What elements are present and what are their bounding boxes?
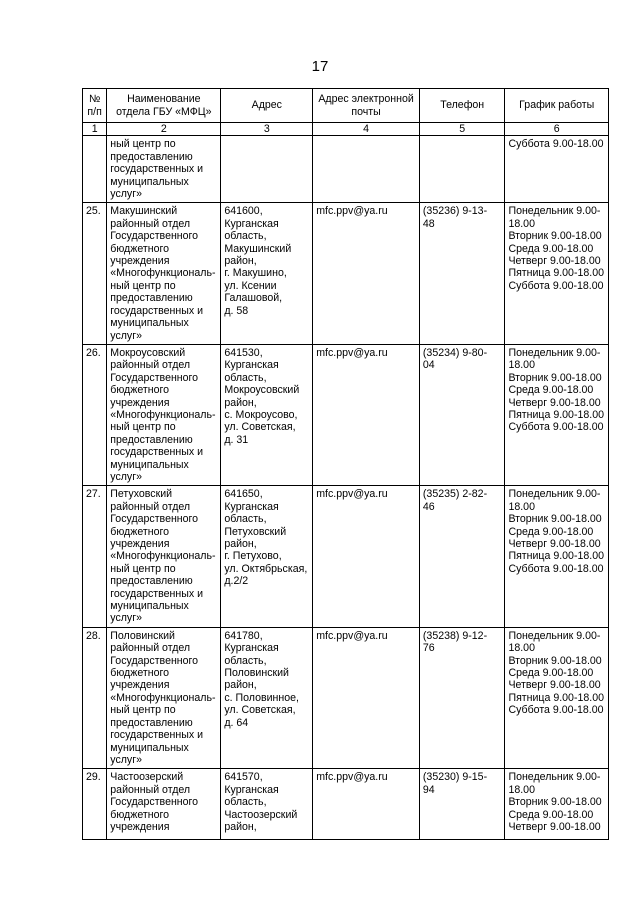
- table-row: [83, 344, 609, 485]
- cell-no: 28.: [83, 627, 107, 768]
- table-row: [83, 627, 609, 768]
- cell-name: ный центр по предоставлению государственных и муниципальных услуг»: [107, 136, 221, 203]
- cell-email: mfc.ppv@ya.ru: [313, 769, 420, 840]
- header-address: Адрес: [221, 89, 313, 123]
- column-number: 3: [221, 123, 313, 136]
- cell-name: Половинский районный отдел Государственного бюджетного учреждения «Многофункциональ- ный центр по предоставлению государственных и муниципальных услуг»: [107, 627, 221, 768]
- cell-phone: [419, 136, 505, 203]
- table-header-row: [83, 89, 609, 123]
- column-number-row: [83, 123, 609, 136]
- column-number: 5: [419, 123, 505, 136]
- cell-email: mfc.ppv@ya.ru: [313, 203, 420, 344]
- cell-email: mfc.ppv@ya.ru: [313, 486, 420, 627]
- departments-table: [82, 88, 609, 840]
- cell-name: Частоозерский районный отдел Государственного бюджетного учреждения: [107, 769, 221, 840]
- cell-address: 641600, Курганская область, Макушинский район, г. Макушино, ул. Ксении Галашовой, д. 58: [221, 203, 313, 344]
- cell-phone: (35236) 9-13- 48: [419, 203, 505, 344]
- table-row: [83, 486, 609, 627]
- cell-schedule: Понедельник 9.00- 18.00 Вторник 9.00-18.00 Среда 9.00-18.00 Четверг 9.00-18.00 Пятница 9.00-18.00 Суббота 9.00-18.00: [505, 203, 609, 344]
- page-number: 17: [311, 58, 329, 75]
- cell-no: 29.: [83, 769, 107, 840]
- cell-phone: (35234) 9-80- 04: [419, 344, 505, 485]
- cell-no: 27.: [83, 486, 107, 627]
- cell-schedule: Понедельник 9.00- 18.00 Вторник 9.00-18.00 Среда 9.00-18.00 Четверг 9.00-18.00 Пятница 9.00-18.00 Суббота 9.00-18.00: [505, 344, 609, 485]
- cell-schedule: Понедельник 9.00- 18.00 Вторник 9.00-18.00 Среда 9.00-18.00 Четверг 9.00-18.00 Пятница 9.00-18.00 Суббота 9.00-18.00: [505, 627, 609, 768]
- table-row-continuation: [83, 136, 609, 203]
- header-email: Адрес электронной почты: [313, 89, 420, 123]
- cell-phone: (35230) 9-15- 94: [419, 769, 505, 840]
- cell-address: 641570, Курганская область, Частоозерский район,: [221, 769, 313, 840]
- cell-name: Мокроусовский районный отдел Государственного бюджетного учреждения «Многофункциональ- ный центр по предоставлению государственных и муниципальных услуг»: [107, 344, 221, 485]
- column-number: 4: [313, 123, 420, 136]
- header-schedule: График работы: [505, 89, 609, 123]
- cell-no: 26.: [83, 344, 107, 485]
- cell-address: 641650, Курганская область, Петуховский район, г. Петухово, ул. Октябрьская, д.2/2: [221, 486, 313, 627]
- cell-email: mfc.ppv@ya.ru: [313, 344, 420, 485]
- cell-schedule: Суббота 9.00-18.00: [505, 136, 609, 203]
- header-name: Наименование отдела ГБУ «МФЦ»: [107, 89, 221, 123]
- table-row: [83, 203, 609, 344]
- cell-email: mfc.ppv@ya.ru: [313, 627, 420, 768]
- cell-schedule: Понедельник 9.00- 18.00 Вторник 9.00-18.00 Среда 9.00-18.00 Четверг 9.00-18.00 Пятница 9.00-18.00 Суббота 9.00-18.00: [505, 486, 609, 627]
- cell-name: Макушинский районный отдел Государственного бюджетного учреждения «Многофункциональ- ный центр по предоставлению государственных и муниципальных услуг»: [107, 203, 221, 344]
- cell-name: Петуховский районный отдел Государственного бюджетного учреждения «Многофункциональ- ный центр по предоставлению государственных и муниципальных услуг»: [107, 486, 221, 627]
- table-row: [83, 769, 609, 840]
- cell-schedule: Понедельник 9.00- 18.00 Вторник 9.00-18.00 Среда 9.00-18.00 Четверг 9.00-18.00: [505, 769, 609, 840]
- cell-address: 641530, Курганская область, Мокроусовский район, с. Мокроусово, ул. Советская, д. 31: [221, 344, 313, 485]
- cell-email: [313, 136, 420, 203]
- column-number: 1: [83, 123, 107, 136]
- column-number: 2: [107, 123, 221, 136]
- cell-address: 641780, Курганская область, Половинский район, с. Половинное, ул. Советская, д. 64: [221, 627, 313, 768]
- cell-no: 25.: [83, 203, 107, 344]
- header-phone: Телефон: [419, 89, 505, 123]
- cell-address: [221, 136, 313, 203]
- header-no: № п/п: [83, 89, 107, 123]
- cell-phone: (35235) 2-82- 46: [419, 486, 505, 627]
- cell-no: [83, 136, 107, 203]
- column-number: 6: [505, 123, 609, 136]
- cell-phone: (35238) 9-12- 76: [419, 627, 505, 768]
